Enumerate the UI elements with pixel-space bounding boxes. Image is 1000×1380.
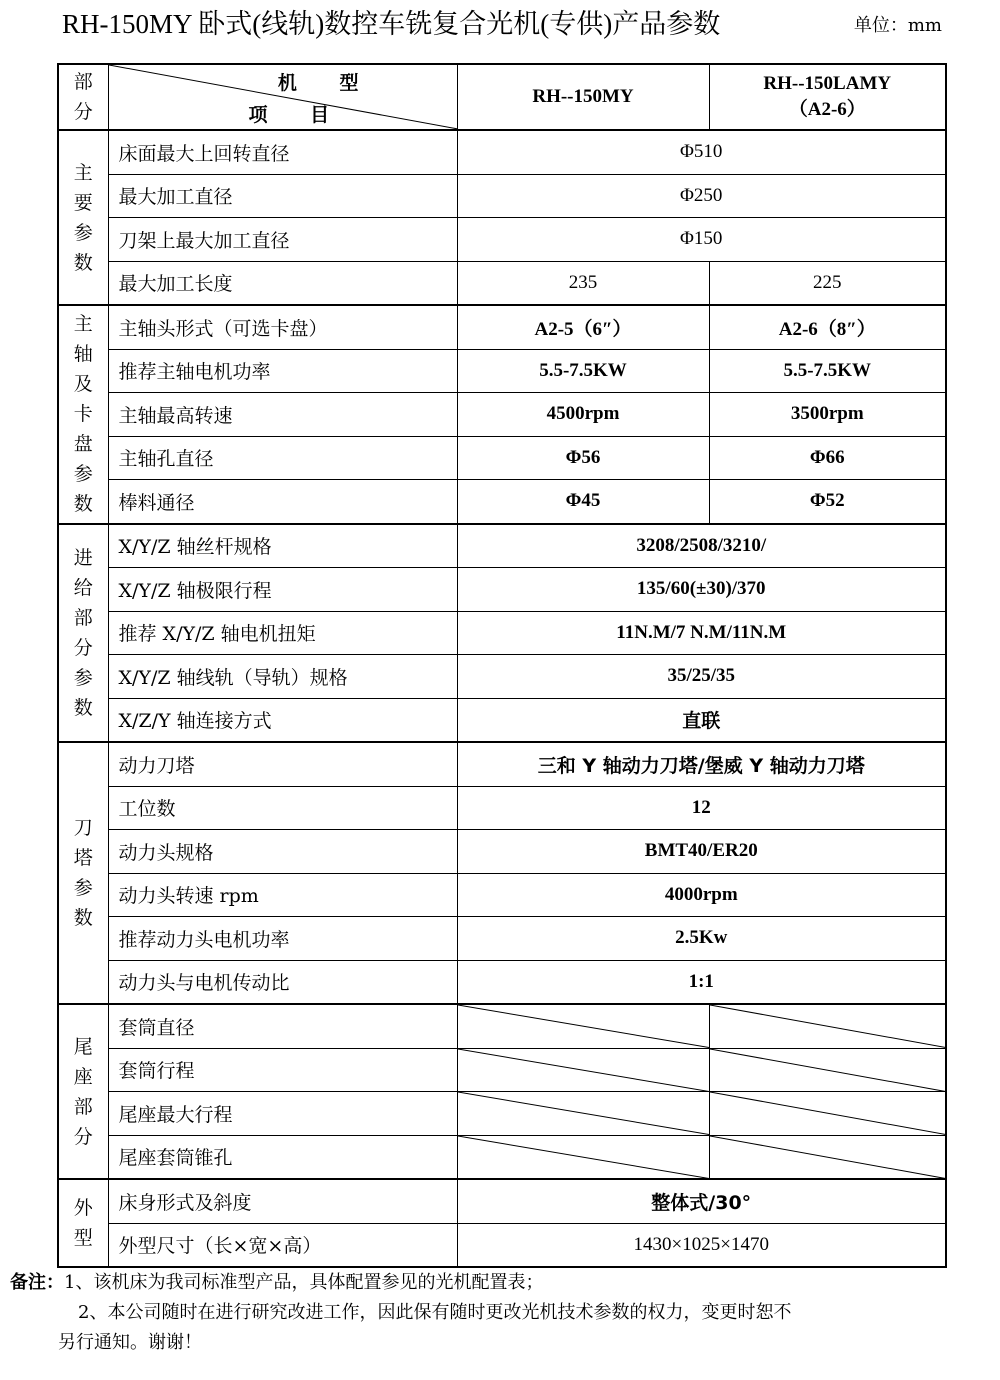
section-spindle-params: 主轴及卡盘参数 <box>58 305 108 524</box>
empty-slash-cell <box>457 1092 709 1136</box>
row-value: 11N.M/7 N.M/11N.M <box>457 611 946 655</box>
table-row <box>58 917 946 961</box>
row-label: 主轴孔直径 <box>108 436 457 480</box>
table-row <box>58 305 946 349</box>
row-label: X/Z/Y 轴连接方式 <box>108 698 457 742</box>
note-line-1 <box>10 1268 995 1298</box>
model-label: 机 型 <box>277 72 377 94</box>
table-row <box>58 960 946 1004</box>
row-label: 动力头与电机传动比 <box>108 960 457 1004</box>
row-label: 主轴头形式（可选卡盘） <box>108 305 457 349</box>
table-row <box>58 261 946 305</box>
row-label: 套筒直径 <box>108 1004 457 1048</box>
row-label: X/Y/Z 轴极限行程 <box>108 568 457 612</box>
table-row <box>58 436 946 480</box>
row-label: 套筒行程 <box>108 1048 457 1092</box>
model1-header: RH--150MY <box>457 64 709 130</box>
table-row <box>58 218 946 262</box>
table-row <box>58 393 946 437</box>
page-title <box>62 4 942 44</box>
row-value: 直联 <box>457 698 946 742</box>
row-value: 135/60(±30)/370 <box>457 568 946 612</box>
note-text-1: 1、该机床为我司标准型产品，具体配置参见的光机配置表； <box>64 1272 544 1293</box>
row-label: 推荐主轴电机功率 <box>108 349 457 393</box>
row-value: BMT40/ER20 <box>457 830 946 874</box>
row-value-model2: 225 <box>709 261 946 305</box>
row-label: 床面最大上回转直径 <box>108 130 457 174</box>
model2-spindle: （A2-6） <box>788 99 866 120</box>
empty-slash-cell <box>709 1092 946 1136</box>
table-row <box>58 698 946 742</box>
row-label: 工位数 <box>108 786 457 830</box>
row-value-model1: Φ56 <box>457 436 709 480</box>
table-row <box>58 611 946 655</box>
row-value-model2: A2-6（8″） <box>709 305 946 349</box>
unit-label: 单位：mm <box>853 15 942 36</box>
row-value-model2: 3500rpm <box>709 393 946 437</box>
section-tailstock: 尾座部分 <box>58 1004 108 1179</box>
header-diagonal-cell <box>108 64 457 130</box>
row-value: 1:1 <box>457 960 946 1004</box>
model2-header <box>709 64 946 130</box>
table-row <box>58 130 946 174</box>
section-appearance: 外型 <box>58 1179 108 1267</box>
row-value: 1430×1025×1470 <box>457 1223 946 1267</box>
row-value: 整体式/30° <box>457 1179 946 1223</box>
empty-slash-cell <box>709 1004 946 1048</box>
row-value-model1: Φ45 <box>457 480 709 524</box>
table-row <box>58 480 946 524</box>
row-label: 刀架上最大加工直径 <box>108 218 457 262</box>
model2-name: RH--150LAMY <box>763 73 892 94</box>
section-header: 部分 <box>58 64 108 130</box>
empty-slash-cell <box>457 1135 709 1179</box>
notes-label: 备注： <box>10 1272 64 1293</box>
row-label: X/Y/Z 轴丝杆规格 <box>108 524 457 568</box>
empty-slash-cell <box>709 1135 946 1179</box>
row-label: 尾座最大行程 <box>108 1092 457 1136</box>
row-label: 主轴最高转速 <box>108 393 457 437</box>
row-value: 三和 Y 轴动力刀塔/堡威 Y 轴动力刀塔 <box>457 742 946 786</box>
table-row <box>58 349 946 393</box>
note-line-3: 另行通知。谢谢！ <box>58 1332 202 1353</box>
row-label: 推荐 X/Y/Z 轴电机扭矩 <box>108 611 457 655</box>
row-label: 动力头规格 <box>108 830 457 874</box>
row-value: 12 <box>457 786 946 830</box>
section-turret-params: 刀塔参数 <box>58 742 108 1004</box>
row-value-model2: 5.5-7.5KW <box>709 349 946 393</box>
section-main-params: 主要参数 <box>58 130 108 305</box>
row-value-model2: Φ66 <box>709 436 946 480</box>
empty-slash-cell <box>709 1048 946 1092</box>
table-row <box>58 1092 946 1136</box>
table-row <box>58 1179 946 1223</box>
table-row <box>58 1004 946 1048</box>
row-value: 35/25/35 <box>457 655 946 699</box>
row-label: X/Y/Z 轴线轨（导轨）规格 <box>108 655 457 699</box>
row-label: 外型尺寸（长×宽×高） <box>108 1223 457 1267</box>
row-label: 床身形式及斜度 <box>108 1179 457 1223</box>
row-value: 4000rpm <box>457 873 946 917</box>
table-row <box>58 524 946 568</box>
row-value-model1: 5.5-7.5KW <box>457 349 709 393</box>
row-label: 动力头转速 rpm <box>108 873 457 917</box>
notes-section <box>10 1268 995 1358</box>
table-row <box>58 786 946 830</box>
table-row <box>58 1135 946 1179</box>
table-row <box>58 742 946 786</box>
row-value-model1: 235 <box>457 261 709 305</box>
row-label: 推荐动力头电机功率 <box>108 917 457 961</box>
title-text: RH-150MY 卧式(线轨)数控车铣复合光机(专供)产品参数 <box>62 9 721 39</box>
table-row <box>58 568 946 612</box>
row-value: 2.5Kw <box>457 917 946 961</box>
note-line-2: 2、本公司随时在进行研究改进工作，因此保有随时更改光机技术参数的权力，变更时恕不 <box>78 1302 792 1323</box>
row-value-model2: Φ52 <box>709 480 946 524</box>
header-row <box>58 64 946 130</box>
row-label: 动力刀塔 <box>108 742 457 786</box>
table-row <box>58 1223 946 1267</box>
row-value: Φ150 <box>457 218 946 262</box>
row-value-model1: A2-5（6″） <box>457 305 709 349</box>
row-label: 尾座套筒锥孔 <box>108 1135 457 1179</box>
empty-slash-cell <box>457 1004 709 1048</box>
empty-slash-cell <box>457 1048 709 1092</box>
table-row <box>58 873 946 917</box>
table-row <box>58 830 946 874</box>
section-feed-params: 进给部分参数 <box>58 524 108 743</box>
row-label: 最大加工直径 <box>108 174 457 218</box>
item-label: 项 目 <box>248 104 348 126</box>
row-label: 最大加工长度 <box>108 261 457 305</box>
spec-table <box>57 63 947 1268</box>
row-label: 棒料通径 <box>108 480 457 524</box>
row-value: 3208/2508/3210/ <box>457 524 946 568</box>
row-value: Φ250 <box>457 174 946 218</box>
table-row <box>58 174 946 218</box>
row-value: Φ510 <box>457 130 946 174</box>
row-value-model1: 4500rpm <box>457 393 709 437</box>
table-row <box>58 1048 946 1092</box>
table-row <box>58 655 946 699</box>
